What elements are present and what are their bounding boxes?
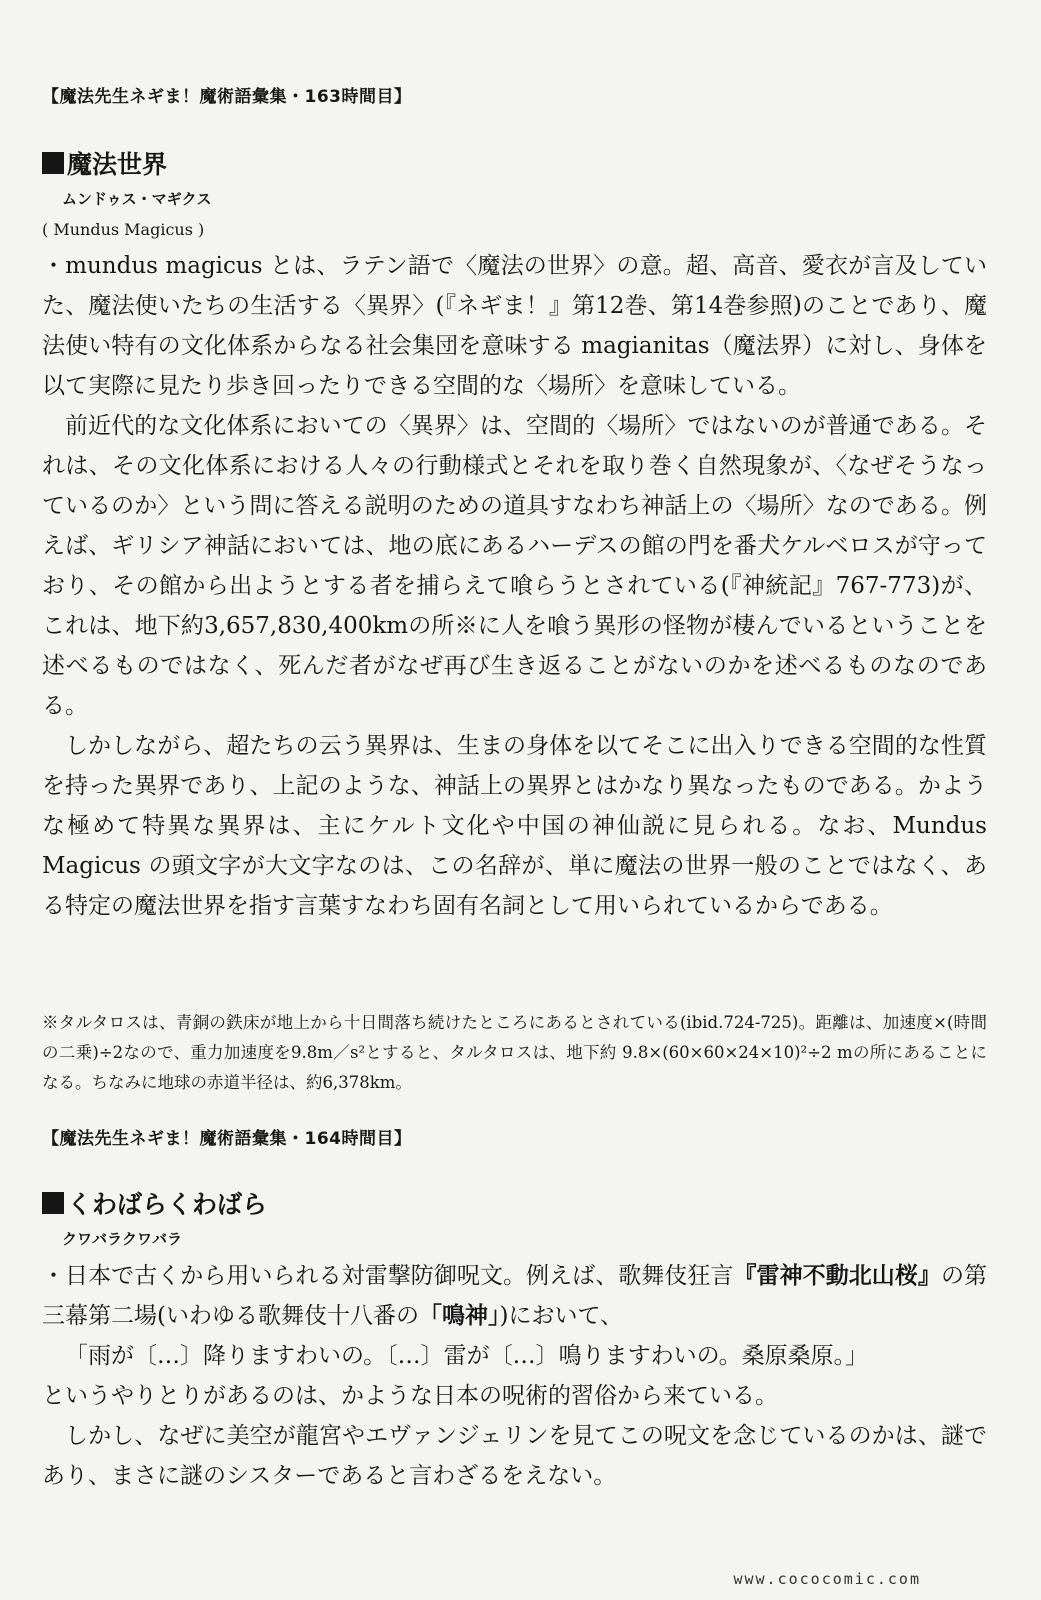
play-title: 『雷神不動北山桜』 [733,1263,941,1289]
entry-body-mundus-magicus [42,246,987,926]
section-header-164: 【魔法先生ネギま！魔術語彙集・164時間目】 [42,1129,412,1149]
entry-reading: ムンドゥス・マギクス [62,190,212,208]
entry-body-kuwabara [42,1256,987,1496]
entry-latin-name: ( Mundus Magicus ) [42,220,205,239]
body-paragraph-2: 前近代的な文化体系においての〈異界〉は、空間的〈場所〉ではないのが普通である。それは、その文化体系における人々の行動様式とそれを取り巻く自然現象が、〈なぜそうなっているのか〉という問に答える説明のための道具すなわち神話上の〈場所〉なのである。例えば、ギリシア神話においては、地の底にあるハーデスの館の門を番犬ケルベロスが守っており、その館から出ようとする者を捕らえて喰らうとされている(『神統記』767-773)が、これは、地下約3,657,830,400kmの所※に人を喰う異形の怪物が棲んでいるということを述べるものではなく、死んだ者がなぜ再び生き返ることがないのかを述べるものなのである。 [42,413,988,719]
entry-title-kuwabara [42,1185,267,1221]
watermark-url: www.cococomic.com [733,1570,921,1588]
text-run: ・日本で古くから用いられる対雷撃防御呪文。例えば、歌舞伎狂言 [42,1263,734,1289]
play-name: 「鳴神」 [418,1303,500,1329]
body-paragraph-1: ・mundus magicus とは、ラテン語で〈魔法の世界〉の意。超、高音、愛衣が言及していた、魔法使いたちの生活する〈異界〉(『ネギま！』第12巻、第14巻参照)のことであり、魔法使い特有の文化体系からなる社会集団を意味する magianitas（魔法界）に対し、身体を以て実際に見たり歩き回ったりできる空間的な〈場所〉を意味している。 [42,253,987,399]
footnote-tartarus: ※タルタロスは、青銅の鉄床が地上から十日間落ち続けたところにあるとされている(ibid.724-725)。距離は、加速度×(時間の二乗)÷2なので、重力加速度を9.8m／s²とすると、タルタロスは、地下約 9.8×(60×60×24×10)²÷2 mの所にあることになる。ちなみに地球の赤道半径は、約6,378km。 [42,1013,987,1092]
square-bullet-icon [42,152,64,174]
section-header-163: 【魔法先生ネギま！魔術語彙集・163時間目】 [42,87,412,107]
body-paragraph-1 [42,1256,987,1336]
entry-title-text: 魔法世界 [67,150,168,179]
quote-line: 「雨が〔…〕降りますわいの。〔…〕雷が〔…〕鳴りますわいの。桑原桑原。」 [65,1343,869,1369]
body-paragraph-3: しかし、なぜに美空が龍宮やエヴァンジェリンを見てこの呪文を念じているのかは、謎であり、まさに謎のシスターであると言わざるをえない。 [42,1423,987,1489]
square-bullet-icon [42,1192,64,1214]
entry-title-text: くわばらくわばら [67,1190,268,1219]
text-run: )において、 [499,1303,623,1329]
body-paragraph-2: というやりとりがあるのは、かような日本の呪術的習俗から来ている。 [42,1383,778,1409]
entry-reading: クワバラクワバラ [62,1230,183,1248]
body-paragraph-3: しかしながら、超たちの云う異界は、生まの身体を以てそこに出入りできる空間的な性質を持った異界であり、上記のような、神話上の異界とはかなり異なったものである。かような極めて特異な異界は、主にケルト文化や中国の神仙説に見られる。なお、Mundus Magicus の頭文字が大文字なのは、この名辞が、単に魔法の世界一般のことではなく、ある特定の魔法世界を指す言葉すなわち固有名詞として用いられているからである。 [42,733,987,919]
text-run: の第三幕第二場(いわゆる歌舞伎十八番の [42,1263,988,1329]
entry-title-mundus-magicus [42,145,167,181]
